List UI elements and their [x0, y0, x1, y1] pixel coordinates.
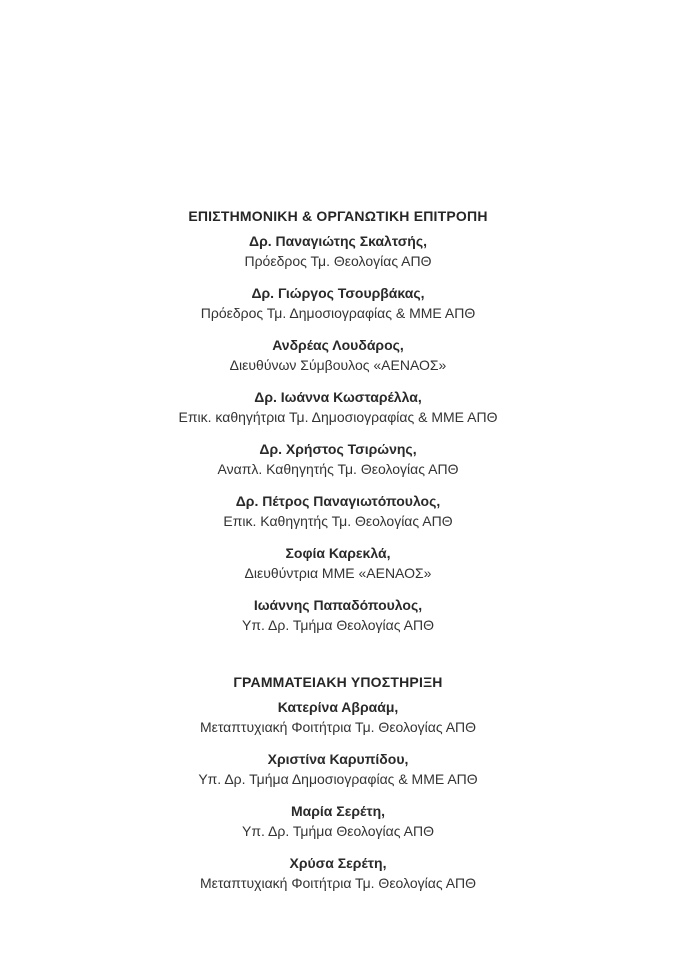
- committee-member: [0, 231, 676, 271]
- section-title: ΓΡΑΜΜΑΤΕΙΑΚΗ ΥΠΟΣΤΗΡΙΞΗ: [233, 674, 443, 690]
- member-role: Αναπλ. Καθηγητής Τμ. Θεολογίας ΑΠΘ: [217, 461, 459, 477]
- support-member: [0, 697, 676, 737]
- member-role: Υπ. Δρ. Τμήμα Θεολογίας ΑΠΘ: [242, 823, 434, 839]
- member-role: Μεταπτυχιακή Φοιτήτρια Τμ. Θεολογίας ΑΠΘ: [199, 719, 477, 735]
- member-role: Πρόεδρος Τμ. Θεολογίας ΑΠΘ: [244, 253, 432, 269]
- member-name: Δρ. Ιωάννα Κωσταρέλλα,: [254, 389, 422, 405]
- member-role: Επικ. Καθηγητής Τμ. Θεολογίας ΑΠΘ: [223, 513, 453, 529]
- member-role: Πρόεδρος Τμ. Δημοσιογραφίας & ΜΜΕ ΑΠΘ: [200, 305, 476, 321]
- member-name: Δρ. Πέτρος Παναγιωτόπουλος,: [235, 493, 441, 509]
- section-title: ΕΠΙΣΤΗΜΟΝΙΚΗ & ΟΡΓΑΝΩΤΙΚΗ ΕΠΙΤΡΟΠΗ: [188, 208, 488, 224]
- committee-member: [0, 283, 676, 323]
- support-member: [0, 749, 676, 789]
- committee-member: [0, 387, 676, 427]
- member-role: Υπ. Δρ. Τμήμα Δημοσιογραφίας & ΜΜΕ ΑΠΘ: [198, 771, 478, 787]
- scientific-committee-section: [0, 207, 676, 647]
- committee-member: [0, 439, 676, 479]
- member-name: Δρ. Γιώργος Τσουρβάκας,: [251, 285, 425, 301]
- member-role: Επικ. καθηγήτρια Τμ. Δημοσιογραφίας & ΜΜΕ ΑΠΘ: [178, 409, 498, 425]
- member-role: Διευθύνων Σύμβουλος «ΑΕΝΑΟΣ»: [229, 357, 447, 373]
- member-role: Μεταπτυχιακή Φοιτήτρια Τμ. Θεολογίας ΑΠΘ: [199, 875, 477, 891]
- support-member: [0, 801, 676, 841]
- member-name: Δρ. Χρήστος Τσιρώνης,: [259, 441, 417, 457]
- member-name: Ιωάννης Παπαδόπουλος,: [253, 597, 423, 613]
- member-name: Κατερίνα Αβραάμ,: [277, 699, 399, 715]
- member-name: Χρύσα Σερέτη,: [289, 855, 387, 871]
- committee-member: [0, 543, 676, 583]
- member-name: Χριστίνα Καρυπίδου,: [267, 751, 409, 767]
- secretarial-support-section: [0, 673, 676, 905]
- support-member: [0, 853, 676, 893]
- member-name: Ανδρέας Λουδάρος,: [272, 337, 404, 353]
- member-name: Δρ. Παναγιώτης Σκαλτσής,: [249, 233, 427, 249]
- committee-member: [0, 335, 676, 375]
- member-role: Υπ. Δρ. Τμήμα Θεολογίας ΑΠΘ: [242, 617, 434, 633]
- committee-member: [0, 491, 676, 531]
- member-role: Διευθύντρια ΜΜΕ «ΑΕΝΑΟΣ»: [244, 565, 432, 581]
- committee-member: [0, 595, 676, 635]
- member-name: Σοφία Καρεκλά,: [285, 545, 391, 561]
- member-name: Μαρία Σερέτη,: [290, 803, 386, 819]
